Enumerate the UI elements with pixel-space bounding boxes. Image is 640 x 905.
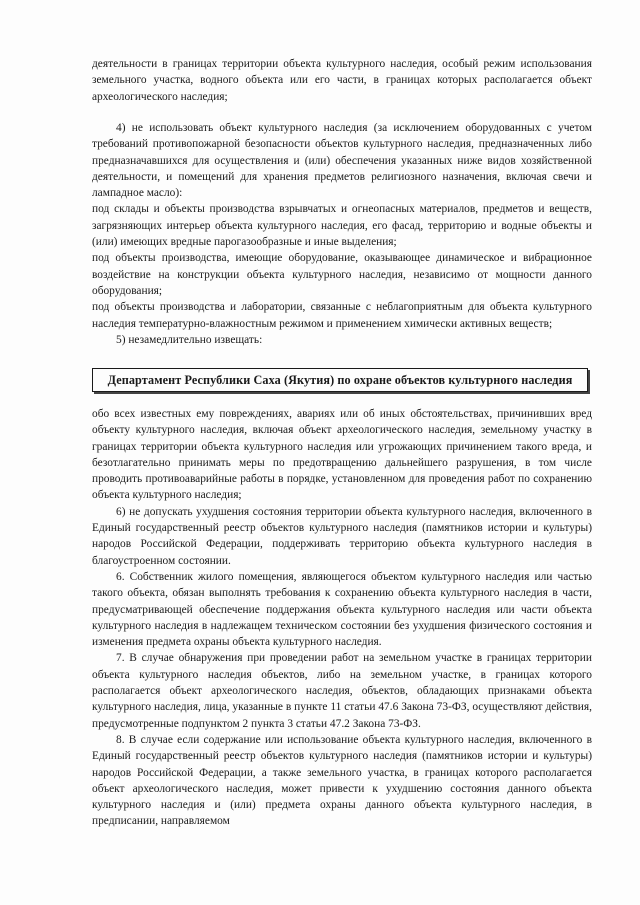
text-block-top [92, 56, 592, 105]
paragraph-8: 8. В случае если содержание или использование объекта культурного наследия, включенного в Единый государственный реестр объектов культурного наследия (памятников истории и культуры) народов Российской Федерации, а также земельного участка, в границах которого располагается объект археологического наследия, может привести к ухудшению состояния данного объекта культурного наследия и (или) предмета охраны данного объекта культурного наследия, в предписании, направляемом [92, 733, 592, 828]
paragraph-item-4-c: под объекты производства и лаборатории, связанные с неблагоприятным для объекта культурного наследия температурно-влажностным режимом и применением химически активных веществ; [92, 301, 592, 330]
authority-banner [92, 368, 588, 392]
paragraph-7: 7. В случае обнаружения при проведении работ на земельном участке в границах территории объекта культурного наследия объектов, либо на земельном участке, в границах которого располагается объект археологического наследия, объектов, обладающих признаками объекта культурного наследия, лица, указанные в пункте 11 статьи 47.6 Закона 73-ФЗ, осуществляют действия, предусмотренные подпунктом 2 пункта 3 статьи 47.2 Закона 73-ФЗ. [92, 652, 592, 730]
text-block-bottom [92, 406, 592, 830]
paragraph-item-5-continued: обо всех известных ему повреждениях, авариях или об иных обстоятельствах, причинивших вред объекту культурного наследия, включая объект археологического наследия, земельному участку в границах территории объекта культурного наследия или угрожающих причинением такого вреда, и безотлагательно принимать меры по предотвращению дальнейшего разрушения, в том числе проводить противоаварийные работы в порядке, установленном для проведения работ по сохранению объекта культурного наследия; [92, 408, 592, 502]
paragraph-item-4: 4) не использовать объект культурного наследия (за исключением оборудованных с учетом требований противопожарной безопасности объектов культурного наследия, предназначенных либо предназначавшихся для осуществления и (или) обеспечения указанных ниже видов хозяйственной деятельности, и помещений для хранения предметов религиозного назначения, включая свечи и лампадное масло): [92, 122, 592, 200]
paragraph-item-4-a: под склады и объекты производства взрывчатых и огнеопасных материалов, предметов и веществ, загрязняющих интерьер объекта культурного наследия, его фасад, территорию и водные объекты и (или) имеющих вредные парогазообразные и иные выделения; [92, 203, 592, 249]
paragraph-item-5: 5) незамедлительно извещать: [116, 333, 263, 346]
paragraph-item-6: 6) не допускать ухудшения состояния территории объекта культурного наследия, включенного в Единый государственный реестр объектов культурного наследия (памятников истории и культуры) народов Российской Федерации, поддерживать территорию объекта культурного наследия в благоустроенном состоянии. [92, 505, 592, 567]
text-block-item4 [92, 120, 592, 348]
banner-text: Департамент Республики Саха (Якутия) по охране объектов культурного наследия [107, 372, 573, 387]
paragraph-top: деятельности в границах территории объекта культурного наследия, особый режим использования земельного участка, водного объекта или его части, в границах которых располагается объект археологического наследия; [92, 58, 592, 103]
paragraph-item-4-b: под объекты производства, имеющие оборудование, оказывающее динамическое и вибрационное воздействие на конструкции объекта культурного наследия, независимо от мощности данного оборудования; [92, 252, 592, 297]
paragraph-6: 6. Собственник жилого помещения, являющегося объектом культурного наследия или частью такого объекта, обязан выполнять требования к сохранению объекта культурного наследия в части, предусматривающей обеспечение поддержания объекта культурного наследия или части объекта культурного наследия в надлежащем техническом состоянии без ухудшения физического состояния и изменения предмета охраны объекта культурного наследия. [92, 570, 592, 649]
